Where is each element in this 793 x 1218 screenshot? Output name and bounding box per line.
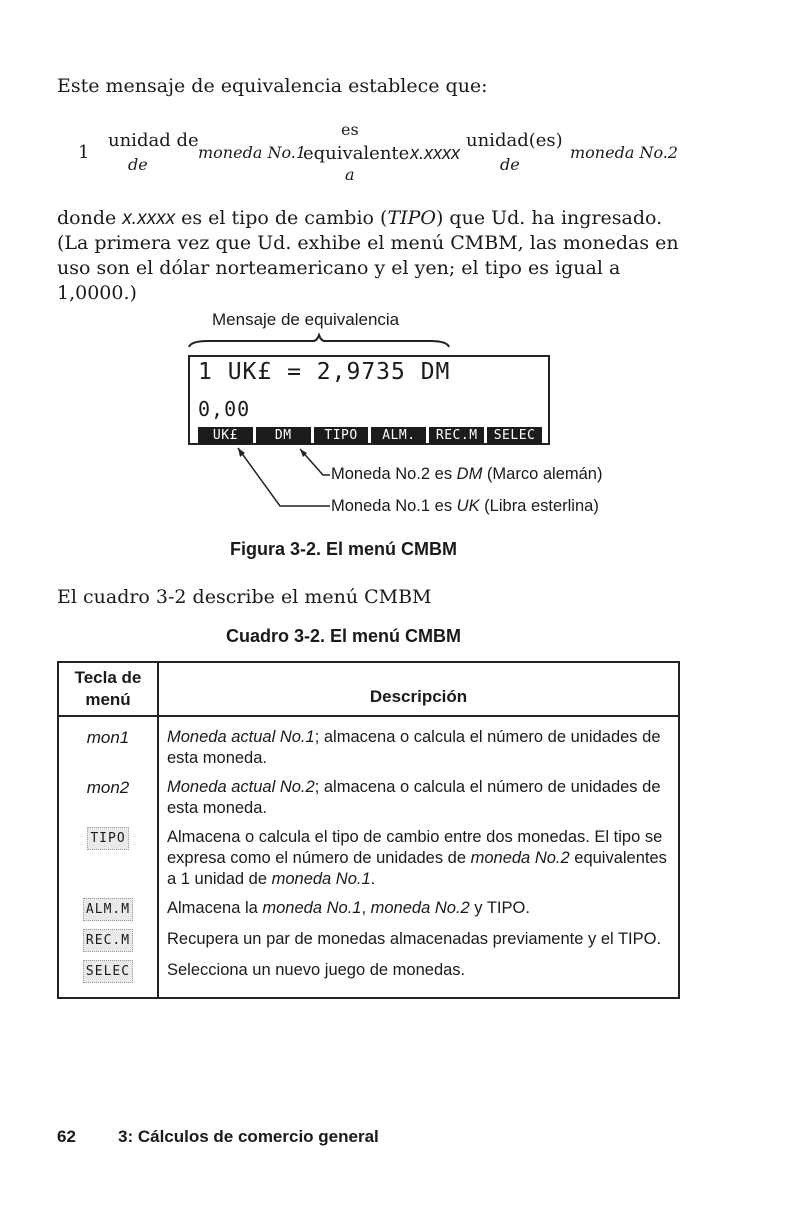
pointer-lines-icon xyxy=(225,440,335,520)
eq-units: unidad(es) xyxy=(466,130,563,151)
eq-rate: x.xxxx xyxy=(410,143,461,163)
eq-unit-of: unidad de xyxy=(108,130,199,151)
desc-alm: Almacena la moneda No.1, moneda No.2 y TIPO. xyxy=(158,898,679,929)
key-mon2: mon2 xyxy=(86,778,130,797)
eq-a: a xyxy=(345,165,355,184)
annotation-currency2: Moneda No.2 es DM (Marco alemán) xyxy=(331,465,603,483)
desc-rec: Recupera un par de monedas almacenadas previamente y el TIPO. xyxy=(158,929,679,960)
cmbm-menu-table xyxy=(57,661,680,999)
table-row xyxy=(58,827,679,898)
eq-units-de: de xyxy=(500,155,520,174)
brace-icon xyxy=(188,333,450,349)
eq-equivalente: equivalente xyxy=(303,143,410,164)
equivalence-message-label: Mensaje de equivalencia xyxy=(212,310,400,329)
key-alm: ALM.M xyxy=(83,898,133,921)
header-description: Descripción xyxy=(158,662,679,716)
key-selec: SELEC xyxy=(83,960,133,983)
menu-key-selec[interactable]: SELEC xyxy=(487,427,542,444)
eq-currency1: moneda No.1 xyxy=(198,143,307,162)
table-row xyxy=(58,716,679,777)
eq-unit-of-de: de xyxy=(128,155,148,174)
page-number: 62 xyxy=(57,1127,76,1146)
header-menu-key: Tecla de menú xyxy=(58,662,158,716)
chapter-title: 3: Cálculos de comercio general xyxy=(118,1127,379,1146)
intro-text: Este mensaje de equivalencia establece que: xyxy=(57,75,488,97)
display-line-2: 0,00 xyxy=(198,397,251,421)
table-row xyxy=(58,929,679,960)
menu-key-rec[interactable]: REC.M xyxy=(429,427,484,444)
figure-caption: Figura 3-2. El menú CMBM xyxy=(230,539,458,559)
table-row xyxy=(58,960,679,998)
table-caption: Cuadro 3-2. El menú CMBM xyxy=(226,626,462,646)
annotation-currency1: Moneda No.1 es UK (Libra esterlina) xyxy=(331,497,599,515)
eq-currency2: moneda No.2 xyxy=(570,143,679,162)
desc-mon1: Moneda actual No.1; almacena o calcula el número de unidades de esta moneda. xyxy=(158,716,679,777)
explanation-paragraph: donde x.xxxx es el tipo de cambio (TIPO) que Ud. ha ingresado. (La primera vez que Ud. exhibe el menú CMBM, las monedas en uso son el dólar norteamericano y el yen; el tipo es igual a 1,0000.) xyxy=(57,207,679,304)
menu-key-tipo[interactable]: TIPO xyxy=(314,427,369,444)
table-row xyxy=(58,777,679,827)
table-row xyxy=(58,898,679,929)
menu-key-dm[interactable]: DM xyxy=(256,427,311,444)
key-mon1: mon1 xyxy=(86,728,130,747)
calculator-display xyxy=(188,355,550,445)
desc-mon2: Moneda actual No.2; almacena o calcula el número de unidades de esta moneda. xyxy=(158,777,679,827)
key-tipo: TIPO xyxy=(87,827,128,850)
menu-key-uk[interactable]: UK£ xyxy=(198,427,253,444)
menu-key-alm[interactable]: ALM. xyxy=(371,427,426,444)
desc-selec: Selecciona un nuevo juego de monedas. xyxy=(158,960,679,998)
desc-tipo: Almacena o calcula el tipo de cambio entre dos monedas. El tipo se expresa como el número de unidades de moneda No.2 equivalentes a 1 unidad de moneda No.1. xyxy=(158,827,679,898)
key-rec: REC.M xyxy=(83,929,133,952)
table-reference-text: El cuadro 3-2 describe el menú CMBM xyxy=(57,586,432,608)
eq-es: es xyxy=(341,120,359,139)
display-line-1: 1 UK£ = 2,9735 DM xyxy=(198,359,451,385)
eq-one: 1 xyxy=(78,142,90,163)
